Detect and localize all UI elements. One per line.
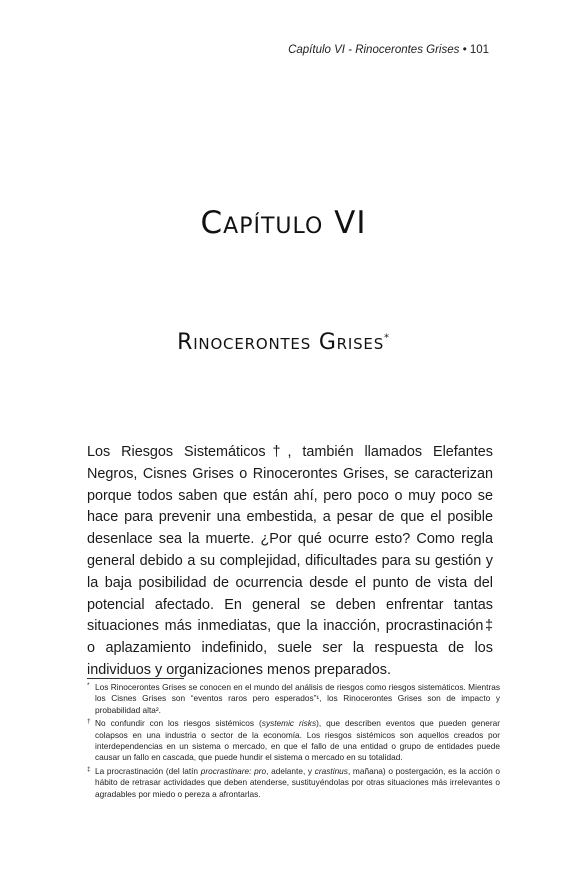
footnote-text: Los Rinocerontes Grises se conocen en el mundo del análisis de riesgos como riesgos sistemáticos. Mientras los Cisnes Grises son “eventos raros pero esperados”¹, los Rinocerontes Grises son de impacto y probabilidad alta². — [95, 682, 500, 715]
footnote-text-part: , mañana) o postergación, es la acción o hábito de retrasar actividades que deben atenderse, sustituyéndolas por otras situaciones más irrelevantes o agradables por miedo o pereza a afrontarlas. — [95, 765, 500, 799]
footnotes — [87, 682, 500, 802]
footnote-text-part: No confundir con los riesgos sistémicos ( — [95, 718, 262, 729]
running-title: Capítulo VI - Rinocerontes Grises — [288, 44, 460, 56]
footnote-3 — [87, 766, 500, 800]
footnote-1 — [87, 682, 500, 716]
header-bullet: • — [462, 44, 467, 56]
footnote-italic-term: systemic risks — [261, 718, 317, 729]
footnote-mark: † — [87, 718, 91, 726]
footnote-text-part: ), que describen eventos que pueden generar colapsos en una industria o sector de la economía. Los riesgos sistémicos son aquellos creados por interdependencias en un sistema o mercado, en que el fallo de una entidad o grupo de entidades puede causar un fallo en cascada, que puede hundir el sistema o mercado en su totalidad. — [95, 718, 500, 763]
section-footnote-mark: * — [384, 332, 390, 344]
section-title-text: Rinocerontes Grises — [177, 330, 385, 355]
running-header — [288, 44, 489, 56]
footnote-italic-term: crastinus — [314, 765, 348, 776]
footnote-text-part: La procrastinación (del latín — [95, 765, 201, 776]
footnote-divider — [87, 678, 184, 679]
body-paragraph: Los Riesgos Sistemáticos†, también llamados Elefantes Negros, Cisnes Grises o Rinocerontes Grises, se caracterizan porque todos saben que están ahí, pero poco o muy poco se hace para prevenir una embestida, a pesar de que el posible desenlace sea la muerte. ¿Por qué ocurre esto? Como regla general debido a su complejidad, dificultades para su gestión y la baja posibilidad de ocurrencia desde el punto de vista del potencial afectado. En general se deben enfrentar tantas situaciones más inmediatas, que la inacción, procrastinación‡ o aplazamiento indefinido, suele ser la respuesta de los individuos y organizaciones menos preparados. — [87, 444, 493, 678]
footnote-2 — [87, 718, 500, 764]
chapter-title: Capítulo VI — [200, 205, 367, 241]
footnote-mark: ‡ — [87, 765, 91, 773]
section-title — [0, 330, 567, 355]
footnote-italic-term: procrastinare: pro — [200, 765, 267, 776]
footnote-text-part: , adelante, y — [266, 765, 315, 776]
page-number: 101 — [469, 44, 489, 56]
footnote-mark: * — [87, 682, 90, 689]
